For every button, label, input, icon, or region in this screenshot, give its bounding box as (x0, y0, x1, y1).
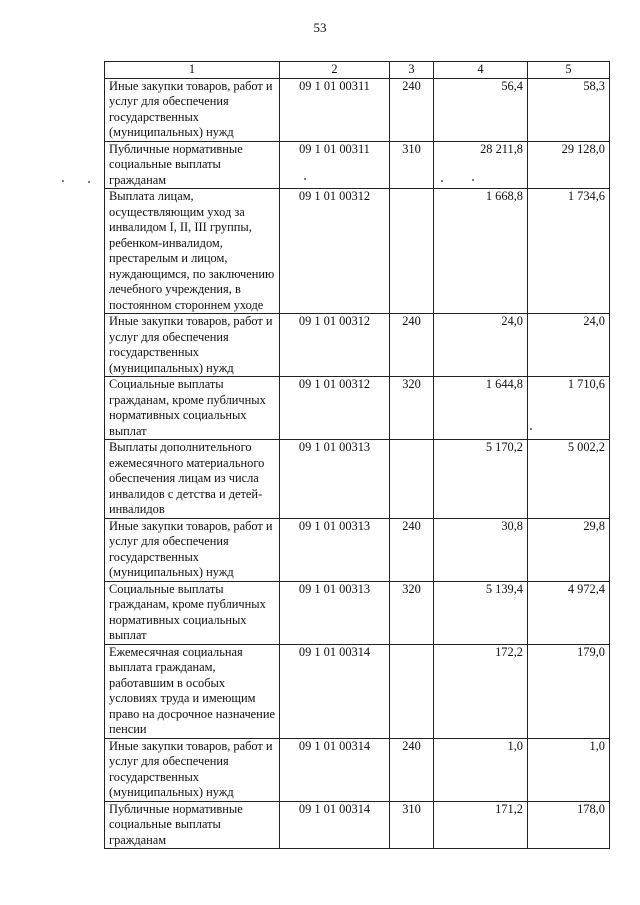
row-name: Публичные нормативные социальные выплаты гражданам (105, 141, 280, 189)
table-header-row (105, 62, 610, 79)
table-row (105, 644, 610, 738)
row-value-1: 24,0 (434, 314, 528, 377)
column-header: 5 (528, 62, 610, 79)
row-code: 09 1 01 00313 (280, 581, 390, 644)
row-code: 09 1 01 00314 (280, 801, 390, 849)
row-name: Выплаты дополнительного ежемесячного материального обеспечения лицам из числа инвалидов с детства и детей-инвалидов (105, 440, 280, 519)
row-value-2: 24,0 (528, 314, 610, 377)
row-type: 240 (390, 314, 434, 377)
row-value-2: 58,3 (528, 78, 610, 141)
row-name: Социальные выплаты гражданам, кроме публичных нормативных социальных выплат (105, 377, 280, 440)
row-value-1: 1 668,8 (434, 189, 528, 314)
table-row (105, 440, 610, 519)
row-value-1: 56,4 (434, 78, 528, 141)
column-header: 1 (105, 62, 280, 79)
row-type (390, 189, 434, 314)
scan-speck (472, 179, 474, 181)
row-code: 09 1 01 00314 (280, 644, 390, 738)
row-value-2: 179,0 (528, 644, 610, 738)
scan-speck (62, 180, 64, 182)
row-type: 240 (390, 78, 434, 141)
row-value-2: 1 734,6 (528, 189, 610, 314)
row-code: 09 1 01 00312 (280, 377, 390, 440)
row-type: 240 (390, 738, 434, 801)
table-row (105, 518, 610, 581)
table-row (105, 377, 610, 440)
row-type (390, 440, 434, 519)
row-value-1: 5 139,4 (434, 581, 528, 644)
row-name: Иные закупки товаров, работ и услуг для обеспечения государственных (муниципальных) нужд (105, 518, 280, 581)
scan-speck (88, 181, 90, 183)
row-name: Иные закупки товаров, работ и услуг для обеспечения государственных (муниципальных) нужд (105, 314, 280, 377)
column-header: 2 (280, 62, 390, 79)
row-code: 09 1 01 00311 (280, 141, 390, 189)
row-name: Публичные нормативные социальные выплаты гражданам (105, 801, 280, 849)
row-type (390, 644, 434, 738)
row-name: Социальные выплаты гражданам, кроме публичных нормативных социальных выплат (105, 581, 280, 644)
row-code: 09 1 01 00312 (280, 189, 390, 314)
row-value-2: 4 972,4 (528, 581, 610, 644)
table-row (105, 189, 610, 314)
table-row (105, 581, 610, 644)
row-type: 240 (390, 518, 434, 581)
row-value-2: 5 002,2 (528, 440, 610, 519)
table-row (105, 141, 610, 189)
table-row (105, 78, 610, 141)
table-row (105, 801, 610, 849)
row-code: 09 1 01 00313 (280, 440, 390, 519)
row-code: 09 1 01 00313 (280, 518, 390, 581)
row-value-1: 172,2 (434, 644, 528, 738)
row-value-1: 171,2 (434, 801, 528, 849)
row-type: 310 (390, 141, 434, 189)
table-row (105, 314, 610, 377)
row-name: Ежемесячная социальная выплата гражданам, работавшим в особых условиях труда и имеющим право на досрочное назначение пенсии (105, 644, 280, 738)
row-code: 09 1 01 00312 (280, 314, 390, 377)
column-header: 4 (434, 62, 528, 79)
row-code: 09 1 01 00314 (280, 738, 390, 801)
row-value-2: 1 710,6 (528, 377, 610, 440)
row-type: 320 (390, 377, 434, 440)
row-code: 09 1 01 00311 (280, 78, 390, 141)
row-value-2: 1,0 (528, 738, 610, 801)
row-value-2: 178,0 (528, 801, 610, 849)
row-value-2: 29 128,0 (528, 141, 610, 189)
table-row (105, 738, 610, 801)
row-name: Иные закупки товаров, работ и услуг для обеспечения государственных (муниципальных) нужд (105, 738, 280, 801)
column-header: 3 (390, 62, 434, 79)
row-value-1: 30,8 (434, 518, 528, 581)
row-name: Иные закупки товаров, работ и услуг для обеспечения государственных (муниципальных) нужд (105, 78, 280, 141)
row-value-1: 1 644,8 (434, 377, 528, 440)
row-value-1: 1,0 (434, 738, 528, 801)
page-number: 53 (313, 20, 327, 35)
row-value-1: 28 211,8 (434, 141, 528, 189)
scan-speck (304, 178, 306, 180)
scan-speck (530, 428, 532, 430)
row-value-1: 5 170,2 (434, 440, 528, 519)
row-type: 310 (390, 801, 434, 849)
budget-table (104, 61, 610, 849)
row-value-2: 29,8 (528, 518, 610, 581)
row-name: Выплата лицам, осуществляющим уход за инвалидом I, II, III группы, ребенком-инвалидом, престарелым и лицом, нуждающимся, по заключению лечебного учреждения, в постоянном стороннем уходе (105, 189, 280, 314)
scan-speck (441, 180, 443, 182)
row-type: 320 (390, 581, 434, 644)
